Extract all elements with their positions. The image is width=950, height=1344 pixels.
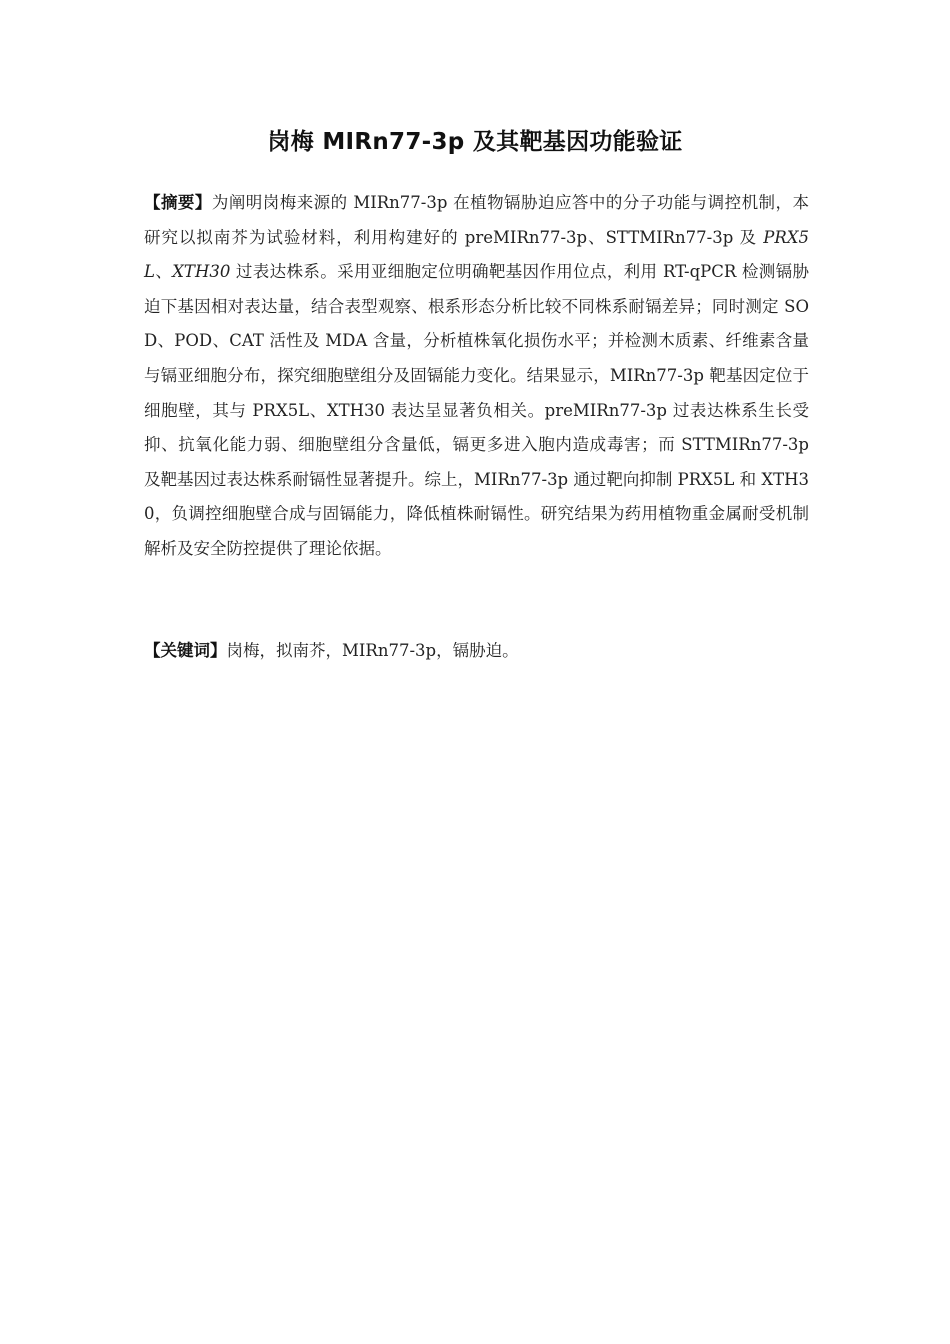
keywords-label: 【关键词】 xyxy=(144,641,227,660)
abstract-text-part2: 过表达株系。采用亚细胞定位明确靶基因作用位点，利用 RT-qPCR 检测镉胁迫下基因相对表达量，结合表型观察、根系形态分析比较不同株系耐镉差异；同时测定 SOD、POD、CAT 活性及 MDA 含量，分析植株氧化损伤水平；并检测木质素、纤维素含量与镉亚细胞分布，探究细胞壁组分及固镉能力变化。结果显示，MIRn77-3p 靶基因定位于细胞壁，其与 PRX5L、XTH30 表达呈显著负相关。preMIRn77-3p 过表达株系生长受抑、抗氧化能力弱、细胞壁组分含量低，镉更多进入胞内造成毒害；而 STTMIRn77-3p 及靶基因过表达株系耐镉性显著提升。综上，MIRn77-3p 通过靶向抑制 PRX5L 和 XTH30，负调控细胞壁合成与固镉能力，降低植株耐镉性。研究结果为药用植物重金属耐受机制解析及安全防控提供了理论依据。 xyxy=(144,262,809,558)
keywords-line xyxy=(144,634,809,669)
gene-separator: 、 xyxy=(154,262,173,282)
abstract-label: 【摘要】 xyxy=(144,193,212,212)
document-title: 岗梅 MIRn77-3p 及其靶基因功能验证 xyxy=(267,129,683,155)
gene-name-prx5l: PRX5L xyxy=(144,227,809,282)
keywords-text: 岗梅，拟南芥，MIRn77-3p，镉胁迫。 xyxy=(226,641,519,660)
abstract-paragraph xyxy=(144,186,809,567)
gene-name-xth30: XTH30 xyxy=(172,262,231,282)
abstract-text-part1: 为阐明岗梅来源的 MIRn77-3p 在植物镉胁迫应答中的分子功能与调控机制，本研究以拟南芥为试验材料，利用构建好的 preMIRn77-3p、STTMIRn77-3p 及 xyxy=(144,193,809,247)
